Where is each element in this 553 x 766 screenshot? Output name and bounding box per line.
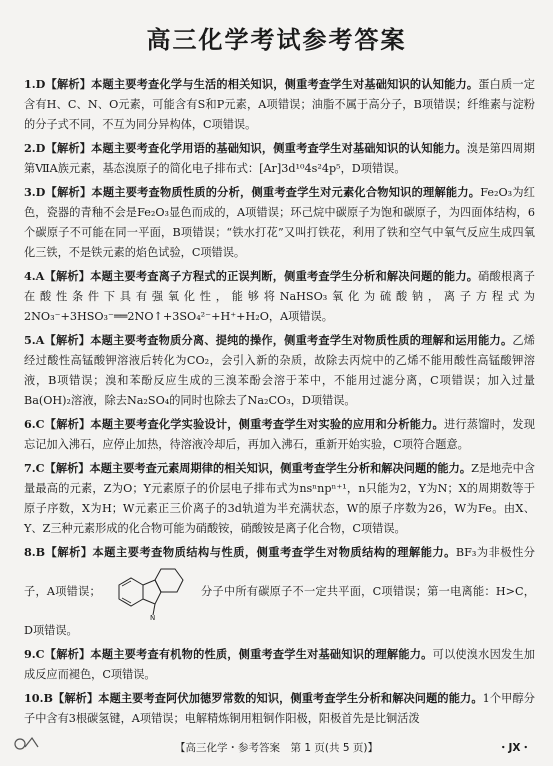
- analysis-heading: 【解析】本题主要考查元素周期律的相关知识，侧重考查学生分析和解决问题的能力。: [44, 462, 472, 475]
- svg-text:N: N: [149, 614, 155, 621]
- analysis-text: 乙烯经过酸性高锰酸钾溶液后转化为CO₂，会引入新的杂质，故除去丙烷中的乙烯不能用酸性高锰酸钾溶液，B项错误；溴和苯酚反应生成的三溴苯酚会溶于苯中，不能用过滤分离，C项错误；加入过量Ba(OH)₂溶液，除去Na₂SO₄的同时也除去了Na₂CO₃，D项错误。: [24, 334, 535, 407]
- page-title: 高三化学考试参考答案: [146, 26, 407, 54]
- answer-7: [24, 458, 535, 539]
- answer-number: 2.D: [24, 141, 46, 155]
- answer-2: [24, 138, 535, 179]
- answer-1: [24, 74, 535, 135]
- footer-code: ・JX・: [497, 742, 531, 754]
- answer-number: 3.D: [24, 185, 46, 199]
- analysis-text-continued: 分子中所有碳原子不一定共平面，C项错误；第一电离能：H>C，D项错误。: [24, 585, 535, 637]
- answer-number: 5.A: [24, 333, 45, 347]
- analysis-heading: 【解析】本题主要考查化学与生活的相关知识，侧重考查学生对基础知识的认知能力。: [45, 78, 479, 91]
- answer-number: 1.D: [24, 77, 46, 91]
- footer-page-info: 【高三化学・参考答案 第 1 页(共 5 页)】: [175, 742, 378, 754]
- analysis-text: 硝酸根离子在酸性条件下具有强氧化性，能够将NaHSO₃氧化为硫酸钠，离子方程式为2NO₃⁻+3HSO₃⁻══2NO↑+3SO₄²⁻+H⁺+H₂O，A项错误。: [24, 270, 535, 323]
- analysis-text: Fe₂O₃为红色，瓷器的青釉不会是Fe₂O₃显色而成的，A项错误；环己烷中碳原子为饱和碳原子，为四面体结构，6个碳原子不可能在同一平面，B项错误；“铁水打花”又叫打铁花，利用了铁和空气中氧气反应生成四氧化三铁，不是铁元素的焰色试验，C项错误。: [24, 186, 535, 259]
- analysis-heading: 【解析】本题主要考查物质分离、提纯的操作，侧重考查学生对物质性质的理解和运用能力。: [44, 334, 513, 347]
- analysis-heading: 【解析】本题主要考查物质结构与性质，侧重考查学生对物质结构的理解能力。: [45, 546, 456, 559]
- analysis-heading: 【解析】本题主要考查化学实验设计，侧重考查学生对实验的应用和分析能力。: [44, 418, 444, 431]
- analysis-text: 溴是第四周期第ⅦA族元素，基态溴原子的简化电子排布式：[Ar]3d¹⁰4s²4p⁵，D项错误。: [24, 142, 535, 175]
- analysis-text: 1个甲醇分子中含有3根碳氢键，A项错误；电解精炼铜用粗铜作阳极，阳极首先是比铜活泼: [24, 692, 535, 725]
- analysis-text: 进行蒸馏时，发现忘记加入沸石，应停止加热，待溶液冷却后，再加入沸石，重新开始实验，C项符合题意。: [24, 418, 535, 451]
- answer-9: [24, 644, 535, 685]
- answer-10: [24, 688, 535, 729]
- answer-number: 4.A: [24, 269, 45, 283]
- analysis-text: 可以使溴水因发生加成反应而褪色，C项错误。: [24, 648, 535, 681]
- analysis-heading: 【解析】本题主要考查有机物的性质，侧重考查学生对基础知识的理解能力。: [44, 648, 433, 661]
- answer-number: 8.B: [24, 545, 46, 559]
- analysis-text: BF₃为非极性分子，A项错误；: [24, 546, 535, 598]
- analysis-text: 蛋白质一定含有H、C、N、O元素，可能含有S和P元素，A项错误；油脂不属于高分子，B项错误；纤维素与淀粉的分子式不同，不互为同分异构体，C项错误。: [24, 78, 535, 131]
- answer-number: 9.C: [24, 647, 45, 661]
- answer-3: [24, 182, 535, 263]
- analysis-heading: 【解析】本题主要考查离子方程式的正误判断，侧重考查学生分析和解决问题的能力。: [44, 270, 479, 283]
- answer-number: 6.C: [24, 417, 45, 431]
- molecule-structure-diagram: [105, 563, 197, 621]
- answer-5: [24, 330, 535, 411]
- analysis-heading: 【解析】本题主要考查阿伏加德罗常数的知识，侧重考查学生分析和解决问题的能力。: [52, 692, 483, 705]
- answer-6: [24, 414, 535, 455]
- answer-list: [24, 74, 535, 732]
- answer-8: [24, 542, 535, 641]
- analysis-text: Z是地壳中含量最高的元素，Z为O；Y元素原子的价层电子排布式为nsⁿnpⁿ⁺¹，n只能为2，Y为N；X的周期数等于原子序数，X为H；W元素正三价离子的3d轨道为半充满状态，W的原子序数为26，W为Fe。由X、Y、Z三种元素形成的化合物可能为硝酸铵，硝酸铵是离子化合物，C项错误。: [24, 462, 535, 535]
- answer-4: [24, 266, 535, 327]
- analysis-heading: 【解析】本题主要考查物质性质的分析，侧重考查学生对元素化合物知识的理解能力。: [45, 186, 481, 199]
- analysis-heading: 【解析】本题主要考查化学用语的基础知识，侧重考查学生对基础知识的认知能力。: [45, 142, 467, 155]
- answer-number: 7.C: [24, 461, 45, 475]
- answer-number: 10.B: [24, 691, 53, 705]
